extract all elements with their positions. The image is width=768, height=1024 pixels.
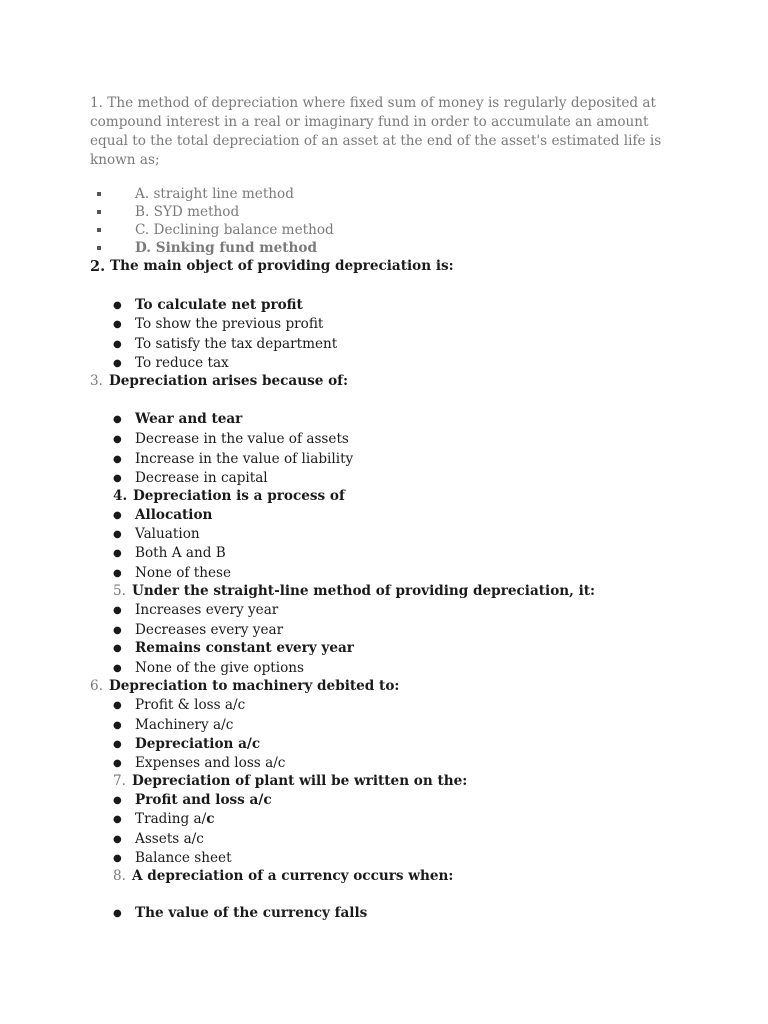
bullet-icon: ● (113, 358, 122, 369)
question-3-text: Depreciation arises because of: (109, 373, 349, 389)
q1-option-c: C. Declining balance method (135, 222, 334, 238)
q7-option-4: Balance sheet (135, 850, 232, 866)
q2-option-1-answer: To calculate net profit (135, 297, 303, 313)
q4-option-2: Valuation (135, 526, 200, 542)
question-8-number: 8. (113, 868, 126, 884)
question-3-number: 3. (90, 373, 103, 389)
q3-option-3: Increase in the value of liability (135, 451, 354, 467)
q3-option-4: Decrease in capital (135, 470, 268, 486)
q5-option-1: Increases every year (135, 602, 279, 618)
q2-option-4: To reduce tax (135, 355, 229, 371)
question-7-number: 7. (113, 773, 126, 789)
q8-option-1-answer: The value of the currency falls (135, 905, 368, 921)
q1-option-b: B. SYD method (135, 204, 240, 220)
square-bullet-icon (97, 192, 101, 196)
bullet-icon: ● (113, 700, 122, 711)
bullet-icon: ● (113, 739, 122, 750)
question-4-text: Depreciation is a process of (133, 488, 345, 504)
q6-option-1: Profit & loss a/c (135, 697, 246, 713)
bullet-icon: ● (113, 339, 122, 350)
question-1-text: 1. The method of depreciation where fixed sum of money is regularly deposited at compound interest in a real or imaginary fund in order to accumulate an amount equal to the total depreciation of an asset at the end of the asset's estimated life is known as; (90, 95, 662, 168)
q7-option-2 (135, 810, 214, 829)
bullet-icon: ● (113, 853, 122, 864)
question-8-text: A depreciation of a currency occurs when: (132, 868, 454, 884)
square-bullet-icon (97, 246, 101, 250)
q3-option-2: Decrease in the value of assets (135, 431, 349, 447)
q4-option-3: Both A and B (135, 545, 226, 561)
bullet-icon: ● (113, 529, 122, 540)
bullet-icon: ● (113, 319, 122, 330)
square-bullet-icon (97, 228, 101, 232)
bullet-icon: ● (113, 625, 122, 636)
q6-option-2: Machinery a/c (135, 717, 234, 733)
q5-option-4: None of the give options (135, 660, 305, 676)
question-7-text: Depreciation of plant will be written on the: (132, 773, 468, 789)
question-6-number: 6. (90, 678, 103, 694)
bullet-icon: ● (113, 300, 122, 311)
q1-option-a: A. straight line method (135, 186, 294, 202)
bullet-icon: ● (113, 510, 122, 521)
bullet-icon: ● (113, 473, 122, 484)
bullet-icon: ● (113, 434, 122, 445)
bullet-icon: ● (113, 568, 122, 579)
bullet-icon: ● (113, 758, 122, 769)
q2-option-3: To satisfy the tax department (135, 336, 338, 352)
q7-option-2-suffix: c (206, 811, 215, 827)
bullet-icon: ● (113, 834, 122, 845)
q7-option-2-text: Trading a/ (135, 811, 207, 827)
bullet-icon: ● (113, 720, 122, 731)
square-bullet-icon (97, 210, 101, 214)
q5-option-3-answer: Remains constant every year (135, 640, 354, 656)
q2-option-2: To show the previous profit (135, 316, 324, 332)
bullet-icon: ● (113, 908, 122, 919)
question-6-text: Depreciation to machinery debited to: (109, 678, 400, 694)
bullet-icon: ● (113, 663, 122, 674)
q5-option-2: Decreases every year (135, 622, 284, 638)
q1-option-d-answer: D. Sinking fund method (135, 240, 317, 256)
bullet-icon: ● (113, 795, 122, 806)
question-5-text: Under the straight-line method of providing depreciation, it: (132, 583, 596, 599)
question-4-number: 4. (113, 488, 128, 504)
q3-option-1-answer: Wear and tear (135, 411, 243, 427)
question-5-number: 5. (113, 583, 126, 599)
bullet-icon: ● (113, 454, 122, 465)
bullet-icon: ● (113, 548, 122, 559)
bullet-icon: ● (113, 414, 122, 425)
bullet-icon: ● (113, 814, 122, 825)
q7-option-3: Assets a/c (135, 831, 204, 847)
bullet-icon: ● (113, 643, 122, 654)
question-2-number: 2. (90, 258, 106, 275)
q6-option-4: Expenses and loss a/c (135, 755, 286, 771)
q7-option-1-answer: Profit and loss a/c (135, 792, 272, 808)
q4-option-1-answer: Allocation (135, 507, 213, 523)
question-2-text: The main object of providing depreciation is: (110, 258, 454, 274)
q4-option-4: None of these (135, 565, 232, 581)
q6-option-3-answer: Depreciation a/c (135, 736, 261, 752)
bullet-icon: ● (113, 605, 122, 616)
